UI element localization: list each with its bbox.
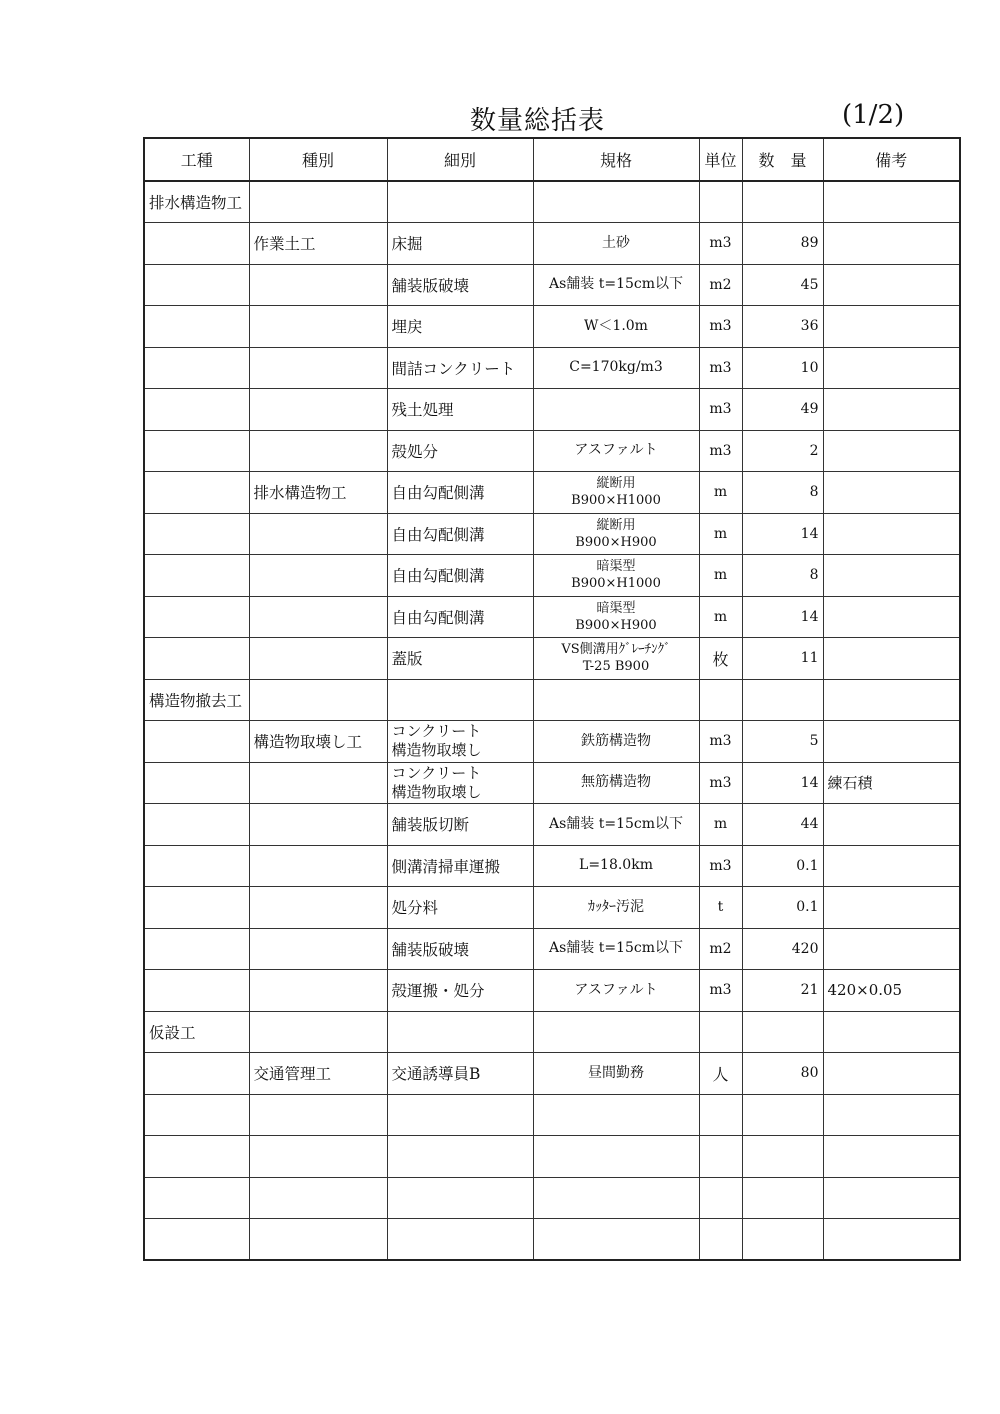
koushu-cell: 仮設工 bbox=[144, 1011, 249, 1053]
shubetsu-cell: 交通管理工 bbox=[249, 1053, 387, 1095]
koushu-cell bbox=[144, 1094, 249, 1136]
suryo-cell bbox=[742, 1011, 823, 1053]
koushu-cell bbox=[144, 223, 249, 265]
koushu-cell bbox=[144, 762, 249, 804]
kikaku-cell-line2: B900×H1000 bbox=[571, 576, 661, 592]
biko-cell bbox=[823, 1136, 960, 1178]
saibetsu-cell: 処分料 bbox=[387, 887, 533, 929]
shubetsu-cell bbox=[249, 970, 387, 1012]
koushu-cell bbox=[144, 1177, 249, 1219]
saibetsu-cell: 舗装版破壊 bbox=[387, 928, 533, 970]
biko-cell: 420×0.05 bbox=[823, 970, 960, 1012]
suryo-cell: 14 bbox=[742, 513, 823, 555]
suryo-cell: 5 bbox=[742, 721, 823, 763]
saibetsu-cell bbox=[387, 1136, 533, 1178]
biko-cell bbox=[823, 430, 960, 472]
kikaku-cell bbox=[533, 181, 699, 223]
suryo-cell: 10 bbox=[742, 347, 823, 389]
kikaku-cell-line2: T-25 B900 bbox=[582, 659, 650, 675]
kikaku-cell: W＜1.0m bbox=[533, 306, 699, 348]
suryo-cell: 45 bbox=[742, 264, 823, 306]
saibetsu-cell bbox=[387, 1177, 533, 1219]
suryo-cell: 420 bbox=[742, 928, 823, 970]
header-saibetsu: 細別 bbox=[387, 138, 533, 181]
header-suryo: 数 量 bbox=[742, 138, 823, 181]
suryo-cell: 0.1 bbox=[742, 887, 823, 929]
shubetsu-cell bbox=[249, 679, 387, 721]
suryo-cell bbox=[742, 1219, 823, 1261]
saibetsu-cell: 自由勾配側溝 bbox=[387, 472, 533, 514]
header-tani: 単位 bbox=[699, 138, 742, 181]
tani-cell bbox=[699, 1177, 742, 1219]
tani-cell: m3 bbox=[699, 762, 742, 804]
koushu-cell bbox=[144, 721, 249, 763]
shubetsu-cell bbox=[249, 264, 387, 306]
koushu-cell bbox=[144, 306, 249, 348]
koushu-cell bbox=[144, 845, 249, 887]
shubetsu-cell bbox=[249, 887, 387, 929]
saibetsu-cell bbox=[387, 762, 533, 804]
biko-cell bbox=[823, 845, 960, 887]
tani-cell: m3 bbox=[699, 845, 742, 887]
header-koushu: 工種 bbox=[144, 138, 249, 181]
shubetsu-cell bbox=[249, 804, 387, 846]
koushu-cell bbox=[144, 430, 249, 472]
shubetsu-cell bbox=[249, 638, 387, 680]
kikaku-cell-line2: B900×H1000 bbox=[571, 493, 661, 509]
saibetsu-cell bbox=[387, 181, 533, 223]
tani-cell: m2 bbox=[699, 928, 742, 970]
table-row bbox=[144, 181, 960, 223]
biko-cell bbox=[823, 181, 960, 223]
saibetsu-cell: 殻処分 bbox=[387, 430, 533, 472]
saibetsu-cell: 殻運搬・処分 bbox=[387, 970, 533, 1012]
biko-cell bbox=[823, 1011, 960, 1053]
saibetsu-cell-line2: 構造物取壊し bbox=[391, 782, 482, 801]
kikaku-cell-line1: 暗渠型 bbox=[596, 559, 636, 575]
shubetsu-cell: 作業土工 bbox=[249, 223, 387, 265]
kikaku-cell bbox=[533, 638, 699, 680]
shubetsu-cell bbox=[249, 928, 387, 970]
shubetsu-cell bbox=[249, 762, 387, 804]
table-row bbox=[144, 970, 960, 1012]
tani-cell bbox=[699, 1136, 742, 1178]
tani-cell: m2 bbox=[699, 264, 742, 306]
suryo-cell: 80 bbox=[742, 1053, 823, 1095]
shubetsu-cell bbox=[249, 389, 387, 431]
biko-cell bbox=[823, 721, 960, 763]
koushu-cell bbox=[144, 264, 249, 306]
tani-cell: 人 bbox=[699, 1053, 742, 1095]
biko-cell bbox=[823, 679, 960, 721]
koushu-cell bbox=[144, 513, 249, 555]
saibetsu-cell: 自由勾配側溝 bbox=[387, 555, 533, 597]
header-shubetsu: 種別 bbox=[249, 138, 387, 181]
koushu-cell bbox=[144, 389, 249, 431]
table-row bbox=[144, 306, 960, 348]
koushu-cell bbox=[144, 887, 249, 929]
tani-cell: m bbox=[699, 555, 742, 597]
kikaku-cell: アスファルト bbox=[533, 970, 699, 1012]
saibetsu-cell: 残土処理 bbox=[387, 389, 533, 431]
kikaku-cell-line2: B900×H900 bbox=[575, 534, 657, 550]
biko-cell bbox=[823, 596, 960, 638]
saibetsu-cell: 舗装版切断 bbox=[387, 804, 533, 846]
saibetsu-cell: 側溝清掃車運搬 bbox=[387, 845, 533, 887]
biko-cell bbox=[823, 306, 960, 348]
document-title: 数量総括表 bbox=[470, 106, 606, 136]
table-row bbox=[144, 1094, 960, 1136]
kikaku-cell: 無筋構造物 bbox=[533, 762, 699, 804]
shubetsu-cell bbox=[249, 181, 387, 223]
table-row bbox=[144, 679, 960, 721]
tani-cell: m bbox=[699, 513, 742, 555]
saibetsu-cell-line2: 構造物取壊し bbox=[391, 741, 482, 760]
kikaku-cell: As舗装 t=15cm以下 bbox=[533, 928, 699, 970]
saibetsu-cell: 舗装版破壊 bbox=[387, 264, 533, 306]
biko-cell bbox=[823, 513, 960, 555]
table-row bbox=[144, 1177, 960, 1219]
kikaku-cell-line1: 縦断用 bbox=[596, 476, 636, 492]
kikaku-cell: C=170kg/m3 bbox=[533, 347, 699, 389]
biko-cell bbox=[823, 804, 960, 846]
koushu-cell bbox=[144, 555, 249, 597]
biko-cell bbox=[823, 389, 960, 431]
tani-cell: t bbox=[699, 887, 742, 929]
kikaku-cell bbox=[533, 679, 699, 721]
kikaku-cell bbox=[533, 596, 699, 638]
table-header-row bbox=[144, 138, 960, 181]
kikaku-cell bbox=[533, 1011, 699, 1053]
shubetsu-cell bbox=[249, 1177, 387, 1219]
saibetsu-cell: 自由勾配側溝 bbox=[387, 596, 533, 638]
suryo-cell: 36 bbox=[742, 306, 823, 348]
tani-cell: m bbox=[699, 804, 742, 846]
kikaku-cell bbox=[533, 555, 699, 597]
koushu-cell bbox=[144, 472, 249, 514]
table-row bbox=[144, 430, 960, 472]
tani-cell bbox=[699, 1219, 742, 1261]
tani-cell bbox=[699, 679, 742, 721]
kikaku-cell bbox=[533, 1136, 699, 1178]
tani-cell: m3 bbox=[699, 721, 742, 763]
biko-cell bbox=[823, 1094, 960, 1136]
biko-cell bbox=[823, 887, 960, 929]
koushu-cell bbox=[144, 804, 249, 846]
biko-cell: 練石積 bbox=[823, 762, 960, 804]
tani-cell bbox=[699, 181, 742, 223]
table-row bbox=[144, 1136, 960, 1178]
saibetsu-cell bbox=[387, 1219, 533, 1261]
tani-cell: m3 bbox=[699, 389, 742, 431]
saibetsu-cell: 間詰コンクリート bbox=[387, 347, 533, 389]
koushu-cell: 構造物撤去工 bbox=[144, 679, 249, 721]
table-row bbox=[144, 721, 960, 763]
saibetsu-cell: 交通誘導員B bbox=[387, 1053, 533, 1095]
koushu-cell bbox=[144, 928, 249, 970]
shubetsu-cell bbox=[249, 596, 387, 638]
header-biko: 備考 bbox=[823, 138, 960, 181]
shubetsu-cell bbox=[249, 555, 387, 597]
shubetsu-cell: 排水構造物工 bbox=[249, 472, 387, 514]
biko-cell bbox=[823, 1177, 960, 1219]
saibetsu-cell bbox=[387, 1094, 533, 1136]
shubetsu-cell: 構造物取壊し工 bbox=[249, 721, 387, 763]
biko-cell bbox=[823, 928, 960, 970]
biko-cell bbox=[823, 1053, 960, 1095]
kikaku-cell bbox=[533, 1094, 699, 1136]
saibetsu-cell bbox=[387, 721, 533, 763]
header-kikaku: 規格 bbox=[533, 138, 699, 181]
table-row bbox=[144, 223, 960, 265]
shubetsu-cell bbox=[249, 347, 387, 389]
table-row bbox=[144, 1053, 960, 1095]
kikaku-cell-line1: 暗渠型 bbox=[596, 600, 636, 616]
shubetsu-cell bbox=[249, 306, 387, 348]
saibetsu-cell-line1: コンクリート bbox=[391, 722, 482, 741]
kikaku-cell: As舗装 t=15cm以下 bbox=[533, 264, 699, 306]
saibetsu-cell bbox=[387, 679, 533, 721]
suryo-cell: 8 bbox=[742, 555, 823, 597]
suryo-cell bbox=[742, 181, 823, 223]
kikaku-cell: L=18.0km bbox=[533, 845, 699, 887]
tani-cell: m3 bbox=[699, 347, 742, 389]
table-row bbox=[144, 389, 960, 431]
suryo-cell: 11 bbox=[742, 638, 823, 680]
suryo-cell: 14 bbox=[742, 762, 823, 804]
biko-cell bbox=[823, 347, 960, 389]
tani-cell bbox=[699, 1094, 742, 1136]
suryo-cell bbox=[742, 679, 823, 721]
kikaku-cell-line2: B900×H900 bbox=[575, 617, 657, 633]
table-row bbox=[144, 472, 960, 514]
suryo-cell: 44 bbox=[742, 804, 823, 846]
kikaku-cell bbox=[533, 513, 699, 555]
tani-cell: m3 bbox=[699, 223, 742, 265]
saibetsu-cell-line1: コンクリート bbox=[391, 763, 482, 782]
table-row bbox=[144, 596, 960, 638]
kikaku-cell bbox=[533, 389, 699, 431]
table-row bbox=[144, 762, 960, 804]
suryo-cell: 8 bbox=[742, 472, 823, 514]
saibetsu-cell: 蓋版 bbox=[387, 638, 533, 680]
shubetsu-cell bbox=[249, 1136, 387, 1178]
biko-cell bbox=[823, 264, 960, 306]
kikaku-cell bbox=[533, 1177, 699, 1219]
quantity-summary-table bbox=[143, 137, 961, 1261]
table-row bbox=[144, 887, 960, 929]
koushu-cell bbox=[144, 347, 249, 389]
koushu-cell bbox=[144, 1053, 249, 1095]
table-row bbox=[144, 928, 960, 970]
kikaku-cell bbox=[533, 472, 699, 514]
table-row bbox=[144, 264, 960, 306]
biko-cell bbox=[823, 472, 960, 514]
kikaku-cell: ｶｯﾀｰ汚泥 bbox=[533, 887, 699, 929]
koushu-cell bbox=[144, 596, 249, 638]
table-row bbox=[144, 1011, 960, 1053]
page-number: (1/2) bbox=[842, 100, 905, 130]
suryo-cell: 2 bbox=[742, 430, 823, 472]
shubetsu-cell bbox=[249, 1219, 387, 1261]
kikaku-cell: アスファルト bbox=[533, 430, 699, 472]
suryo-cell: 21 bbox=[742, 970, 823, 1012]
suryo-cell: 0.1 bbox=[742, 845, 823, 887]
table-row bbox=[144, 555, 960, 597]
saibetsu-cell: 床掘 bbox=[387, 223, 533, 265]
kikaku-cell-line1: VS側溝用ｸﾞﾚｰﾁﾝｸﾞ bbox=[561, 642, 671, 658]
shubetsu-cell bbox=[249, 1011, 387, 1053]
table-row bbox=[144, 513, 960, 555]
suryo-cell: 14 bbox=[742, 596, 823, 638]
suryo-cell bbox=[742, 1177, 823, 1219]
kikaku-cell: 鉄筋構造物 bbox=[533, 721, 699, 763]
suryo-cell: 49 bbox=[742, 389, 823, 431]
shubetsu-cell bbox=[249, 1094, 387, 1136]
tani-cell: m bbox=[699, 472, 742, 514]
table-row bbox=[144, 347, 960, 389]
biko-cell bbox=[823, 1219, 960, 1261]
shubetsu-cell bbox=[249, 845, 387, 887]
tani-cell: m3 bbox=[699, 430, 742, 472]
tani-cell: m3 bbox=[699, 970, 742, 1012]
koushu-cell bbox=[144, 1136, 249, 1178]
tani-cell: m bbox=[699, 596, 742, 638]
saibetsu-cell bbox=[387, 1011, 533, 1053]
biko-cell bbox=[823, 555, 960, 597]
kikaku-cell-line1: 縦断用 bbox=[596, 517, 636, 533]
koushu-cell bbox=[144, 970, 249, 1012]
shubetsu-cell bbox=[249, 430, 387, 472]
suryo-cell bbox=[742, 1094, 823, 1136]
saibetsu-cell: 埋戻 bbox=[387, 306, 533, 348]
biko-cell bbox=[823, 638, 960, 680]
table-row bbox=[144, 845, 960, 887]
kikaku-cell: 昼間勤務 bbox=[533, 1053, 699, 1095]
koushu-cell bbox=[144, 1219, 249, 1261]
tani-cell bbox=[699, 1011, 742, 1053]
kikaku-cell bbox=[533, 1219, 699, 1261]
table-row bbox=[144, 1219, 960, 1261]
biko-cell bbox=[823, 223, 960, 265]
suryo-cell bbox=[742, 1136, 823, 1178]
tani-cell: 枚 bbox=[699, 638, 742, 680]
suryo-cell: 89 bbox=[742, 223, 823, 265]
koushu-cell bbox=[144, 638, 249, 680]
koushu-cell: 排水構造物工 bbox=[144, 181, 249, 223]
shubetsu-cell bbox=[249, 513, 387, 555]
kikaku-cell: 土砂 bbox=[533, 223, 699, 265]
tani-cell: m3 bbox=[699, 306, 742, 348]
kikaku-cell: As舗装 t=15cm以下 bbox=[533, 804, 699, 846]
table-row bbox=[144, 638, 960, 680]
saibetsu-cell: 自由勾配側溝 bbox=[387, 513, 533, 555]
table-row bbox=[144, 804, 960, 846]
